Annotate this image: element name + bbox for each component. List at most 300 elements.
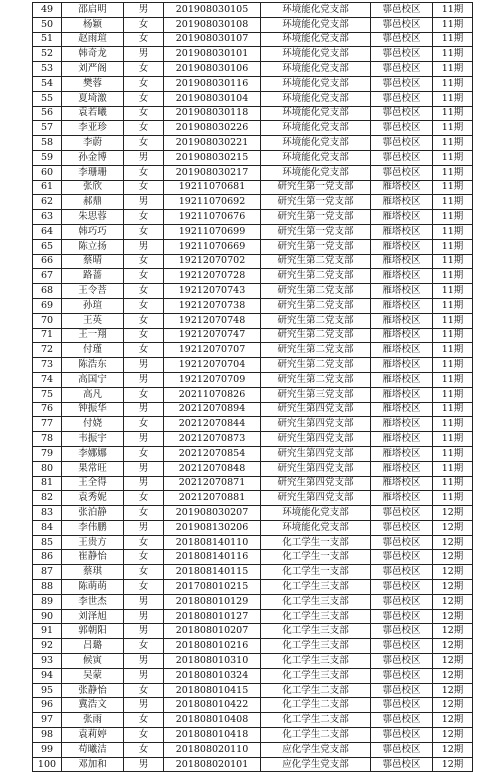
cell-campus: 鄠邑校区: [371, 713, 433, 728]
cell-campus: 雁塔校区: [371, 476, 433, 491]
cell-gender: 女: [124, 713, 164, 728]
cell-no: 99: [33, 742, 62, 757]
cell-gender: 男: [124, 239, 164, 254]
cell-no: 93: [33, 654, 62, 669]
cell-student-id: 19212070738: [164, 298, 261, 313]
cell-no: 57: [33, 121, 62, 136]
cell-campus: 雁塔校区: [371, 239, 433, 254]
cell-party-branch: 化工学生三支部: [261, 594, 371, 609]
cell-party-branch: 化工学生一支部: [261, 535, 371, 550]
cell-gender: 女: [124, 742, 164, 757]
cell-gender: 女: [124, 32, 164, 47]
table-row: [33, 668, 473, 683]
cell-period: 11期: [433, 491, 473, 506]
cell-campus: 鄠邑校区: [371, 683, 433, 698]
cell-gender: 男: [124, 668, 164, 683]
cell-gender: 女: [124, 313, 164, 328]
cell-period: 12期: [433, 728, 473, 743]
cell-period: 11期: [433, 180, 473, 195]
cell-period: 11期: [433, 195, 473, 210]
table-row: [33, 550, 473, 565]
cell-name: 李亚珍: [62, 121, 124, 136]
cell-period: 11期: [433, 106, 473, 121]
cell-party-branch: 研究生第二党支部: [261, 328, 371, 343]
cell-student-id: 201808140115: [164, 565, 261, 580]
cell-period: 12期: [433, 520, 473, 535]
cell-period: 12期: [433, 742, 473, 757]
cell-campus: 雁塔校区: [371, 358, 433, 373]
cell-name: 李世杰: [62, 594, 124, 609]
cell-student-id: 201808010216: [164, 639, 261, 654]
cell-period: 11期: [433, 165, 473, 180]
cell-campus: 雁塔校区: [371, 298, 433, 313]
table-row: [33, 446, 473, 461]
cell-gender: 女: [124, 76, 164, 91]
cell-name: 陈浩东: [62, 358, 124, 373]
cell-period: 11期: [433, 284, 473, 299]
cell-student-id: 20212070844: [164, 417, 261, 432]
cell-name: 张欣: [62, 180, 124, 195]
cell-student-id: 201808010422: [164, 698, 261, 713]
cell-campus: 雁塔校区: [371, 491, 433, 506]
cell-period: 12期: [433, 698, 473, 713]
cell-student-id: 201808020110: [164, 742, 261, 757]
cell-name: 韩奇龙: [62, 47, 124, 62]
cell-campus: 雁塔校区: [371, 254, 433, 269]
cell-period: 11期: [433, 358, 473, 373]
cell-no: 71: [33, 328, 62, 343]
cell-no: 63: [33, 210, 62, 225]
cell-student-id: 201808010415: [164, 683, 261, 698]
cell-party-branch: 化工学生二支部: [261, 728, 371, 743]
cell-period: 11期: [433, 402, 473, 417]
cell-gender: 男: [124, 520, 164, 535]
cell-gender: 女: [124, 269, 164, 284]
cell-period: 12期: [433, 683, 473, 698]
table-row: [33, 328, 473, 343]
table-row: [33, 654, 473, 669]
cell-period: 11期: [433, 76, 473, 91]
table-row: [33, 698, 473, 713]
cell-gender: 男: [124, 757, 164, 772]
cell-campus: 雁塔校区: [371, 224, 433, 239]
cell-no: 69: [33, 298, 62, 313]
cell-name: 樊蓉: [62, 76, 124, 91]
cell-name: 果常旺: [62, 461, 124, 476]
cell-party-branch: 研究生第二党支部: [261, 284, 371, 299]
cell-gender: 女: [124, 565, 164, 580]
cell-party-branch: 研究生第二党支部: [261, 254, 371, 269]
cell-period: 11期: [433, 387, 473, 402]
cell-student-id: 201808020101: [164, 757, 261, 772]
cell-gender: 女: [124, 17, 164, 32]
cell-no: 80: [33, 461, 62, 476]
cell-name: 孙瑄: [62, 298, 124, 313]
cell-campus: 雁塔校区: [371, 446, 433, 461]
cell-student-id: 20211070826: [164, 387, 261, 402]
cell-no: 85: [33, 535, 62, 550]
cell-gender: 男: [124, 609, 164, 624]
cell-party-branch: 研究生第四党支部: [261, 417, 371, 432]
cell-no: 90: [33, 609, 62, 624]
table-row: [33, 476, 473, 491]
cell-party-branch: 环境能化党支部: [261, 62, 371, 77]
table-row: [33, 520, 473, 535]
cell-party-branch: 环境能化党支部: [261, 17, 371, 32]
cell-period: 11期: [433, 432, 473, 447]
cell-student-id: 19211070692: [164, 195, 261, 210]
cell-period: 12期: [433, 654, 473, 669]
cell-student-id: 19212070702: [164, 254, 261, 269]
cell-campus: 鄠邑校区: [371, 742, 433, 757]
cell-campus: 鄠邑校区: [371, 594, 433, 609]
cell-campus: 鄠邑校区: [371, 121, 433, 136]
cell-period: 11期: [433, 476, 473, 491]
cell-name: 孙金博: [62, 150, 124, 165]
cell-period: 11期: [433, 136, 473, 151]
cell-name: 赵雨瑄: [62, 32, 124, 47]
cell-student-id: 201808140110: [164, 535, 261, 550]
table-row: [33, 165, 473, 180]
cell-name: 杨颖: [62, 17, 124, 32]
cell-party-branch: 研究生第四党支部: [261, 402, 371, 417]
cell-period: 11期: [433, 239, 473, 254]
cell-party-branch: 化工学生三支部: [261, 580, 371, 595]
cell-campus: 鄠邑校区: [371, 535, 433, 550]
table-row: [33, 32, 473, 47]
cell-gender: 女: [124, 728, 164, 743]
table-row: [33, 609, 473, 624]
cell-student-id: 20212070848: [164, 461, 261, 476]
cell-period: 11期: [433, 417, 473, 432]
table-row: [33, 594, 473, 609]
cell-student-id: 201908030101: [164, 47, 261, 62]
cell-no: 59: [33, 150, 62, 165]
cell-campus: 鄠邑校区: [371, 639, 433, 654]
cell-student-id: 201808010129: [164, 594, 261, 609]
cell-student-id: 201908030215: [164, 150, 261, 165]
cell-gender: 女: [124, 343, 164, 358]
cell-student-id: 19212070728: [164, 269, 261, 284]
table-row: [33, 728, 473, 743]
cell-student-id: 201908030104: [164, 91, 261, 106]
cell-campus: 鄠邑校区: [371, 106, 433, 121]
cell-period: 11期: [433, 224, 473, 239]
cell-no: 62: [33, 195, 62, 210]
cell-party-branch: 环境能化党支部: [261, 3, 371, 18]
cell-name: 张雨: [62, 713, 124, 728]
table-row: [33, 121, 473, 136]
cell-name: 李蔚: [62, 136, 124, 151]
cell-no: 67: [33, 269, 62, 284]
cell-student-id: 201908030106: [164, 62, 261, 77]
cell-student-id: 201908030217: [164, 165, 261, 180]
table-row: [33, 195, 473, 210]
cell-gender: 男: [124, 476, 164, 491]
cell-campus: 雁塔校区: [371, 343, 433, 358]
cell-name: 陈立扬: [62, 239, 124, 254]
cell-no: 86: [33, 550, 62, 565]
cell-no: 96: [33, 698, 62, 713]
cell-student-id: 201908030226: [164, 121, 261, 136]
cell-campus: 雁塔校区: [371, 417, 433, 432]
cell-party-branch: 环境能化党支部: [261, 32, 371, 47]
cell-campus: 鄠邑校区: [371, 698, 433, 713]
cell-gender: 男: [124, 3, 164, 18]
cell-name: 王一翔: [62, 328, 124, 343]
cell-campus: 鄠邑校区: [371, 150, 433, 165]
cell-gender: 女: [124, 284, 164, 299]
cell-no: 79: [33, 446, 62, 461]
cell-name: 郝鼎: [62, 195, 124, 210]
cell-student-id: 19212070704: [164, 358, 261, 373]
table-row: [33, 742, 473, 757]
cell-campus: 鄠邑校区: [371, 728, 433, 743]
cell-campus: 鄠邑校区: [371, 76, 433, 91]
table-row: [33, 639, 473, 654]
cell-party-branch: 环境能化党支部: [261, 106, 371, 121]
cell-period: 11期: [433, 254, 473, 269]
cell-name: 韦振宇: [62, 432, 124, 447]
cell-campus: 鄠邑校区: [371, 609, 433, 624]
cell-name: 王英: [62, 313, 124, 328]
cell-campus: 鄠邑校区: [371, 624, 433, 639]
cell-no: 83: [33, 506, 62, 521]
cell-campus: 鄠邑校区: [371, 136, 433, 151]
table-row: [33, 580, 473, 595]
cell-campus: 雁塔校区: [371, 432, 433, 447]
cell-campus: 雁塔校区: [371, 284, 433, 299]
cell-name: 王贵方: [62, 535, 124, 550]
cell-period: 11期: [433, 121, 473, 136]
table-row: [33, 535, 473, 550]
cell-period: 12期: [433, 535, 473, 550]
cell-no: 56: [33, 106, 62, 121]
cell-name: 刘泽旭: [62, 609, 124, 624]
cell-name: 刘严阁: [62, 62, 124, 77]
cell-student-id: 201808140116: [164, 550, 261, 565]
cell-gender: 男: [124, 150, 164, 165]
cell-gender: 女: [124, 106, 164, 121]
cell-period: 12期: [433, 713, 473, 728]
cell-period: 11期: [433, 17, 473, 32]
cell-no: 75: [33, 387, 62, 402]
cell-campus: 鄠邑校区: [371, 565, 433, 580]
cell-party-branch: 研究生第一党支部: [261, 210, 371, 225]
cell-name: 韩巧巧: [62, 224, 124, 239]
cell-party-branch: 研究生第一党支部: [261, 224, 371, 239]
cell-party-branch: 研究生第一党支部: [261, 239, 371, 254]
cell-no: 66: [33, 254, 62, 269]
cell-student-id: 19212070707: [164, 343, 261, 358]
cell-no: 54: [33, 76, 62, 91]
cell-period: 12期: [433, 506, 473, 521]
cell-party-branch: 化工学生三支部: [261, 668, 371, 683]
cell-name: 邓加和: [62, 757, 124, 772]
cell-gender: 女: [124, 91, 164, 106]
cell-name: 路蔷: [62, 269, 124, 284]
cell-no: 91: [33, 624, 62, 639]
cell-gender: 女: [124, 491, 164, 506]
cell-party-branch: 研究生第四党支部: [261, 432, 371, 447]
table-row: [33, 150, 473, 165]
cell-party-branch: 环境能化党支部: [261, 165, 371, 180]
cell-student-id: 19212070747: [164, 328, 261, 343]
cell-name: 陈萌萌: [62, 580, 124, 595]
cell-student-id: 201908030107: [164, 32, 261, 47]
cell-no: 61: [33, 180, 62, 195]
cell-name: 朱思蓉: [62, 210, 124, 225]
cell-student-id: 201808010324: [164, 668, 261, 683]
cell-no: 51: [33, 32, 62, 47]
cell-gender: 男: [124, 461, 164, 476]
cell-gender: 男: [124, 47, 164, 62]
cell-student-id: 201808010408: [164, 713, 261, 728]
cell-campus: 雁塔校区: [371, 387, 433, 402]
cell-no: 74: [33, 372, 62, 387]
cell-campus: 鄠邑校区: [371, 550, 433, 565]
cell-gender: 男: [124, 195, 164, 210]
cell-period: 11期: [433, 461, 473, 476]
cell-period: 11期: [433, 91, 473, 106]
table-row: [33, 47, 473, 62]
cell-student-id: 201908030118: [164, 106, 261, 121]
cell-no: 77: [33, 417, 62, 432]
cell-campus: 鄠邑校区: [371, 17, 433, 32]
cell-party-branch: 研究生第四党支部: [261, 446, 371, 461]
cell-student-id: 201708010215: [164, 580, 261, 595]
table-row: [33, 506, 473, 521]
cell-party-branch: 环境能化党支部: [261, 91, 371, 106]
cell-gender: 女: [124, 136, 164, 151]
table-row: [33, 224, 473, 239]
cell-no: 100: [33, 757, 62, 772]
cell-campus: 鄠邑校区: [371, 165, 433, 180]
cell-no: 64: [33, 224, 62, 239]
cell-no: 53: [33, 62, 62, 77]
cell-gender: 男: [124, 372, 164, 387]
cell-campus: 雁塔校区: [371, 402, 433, 417]
roster-body: [33, 3, 473, 772]
cell-campus: 鄠邑校区: [371, 506, 433, 521]
cell-party-branch: 化工学生三支部: [261, 624, 371, 639]
cell-period: 11期: [433, 3, 473, 18]
cell-period: 11期: [433, 62, 473, 77]
cell-party-branch: 化工学生一支部: [261, 565, 371, 580]
cell-student-id: 201908130206: [164, 520, 261, 535]
cell-name: 高国宁: [62, 372, 124, 387]
cell-period: 12期: [433, 580, 473, 595]
cell-campus: 鄠邑校区: [371, 580, 433, 595]
cell-gender: 男: [124, 402, 164, 417]
cell-no: 92: [33, 639, 62, 654]
cell-student-id: 201808010127: [164, 609, 261, 624]
cell-period: 12期: [433, 668, 473, 683]
cell-gender: 女: [124, 328, 164, 343]
cell-name: 吴蒙: [62, 668, 124, 683]
cell-student-id: 20212070881: [164, 491, 261, 506]
cell-gender: 男: [124, 654, 164, 669]
cell-student-id: 20212070894: [164, 402, 261, 417]
cell-gender: 女: [124, 254, 164, 269]
cell-party-branch: 环境能化党支部: [261, 76, 371, 91]
table-row: [33, 432, 473, 447]
cell-party-branch: 环境能化党支部: [261, 150, 371, 165]
cell-name: 吕璐: [62, 639, 124, 654]
cell-student-id: 19212070743: [164, 284, 261, 299]
cell-gender: 女: [124, 683, 164, 698]
cell-no: 87: [33, 565, 62, 580]
cell-party-branch: 应化学生党支部: [261, 757, 371, 772]
table-row: [33, 254, 473, 269]
table-row: [33, 683, 473, 698]
table-row: [33, 210, 473, 225]
cell-no: 55: [33, 91, 62, 106]
cell-period: 12期: [433, 565, 473, 580]
table-row: [33, 76, 473, 91]
table-row: [33, 180, 473, 195]
cell-party-branch: 化工学生一支部: [261, 550, 371, 565]
cell-no: 97: [33, 713, 62, 728]
cell-period: 11期: [433, 210, 473, 225]
cell-campus: 雁塔校区: [371, 313, 433, 328]
cell-party-branch: 化工学生二支部: [261, 683, 371, 698]
cell-no: 58: [33, 136, 62, 151]
cell-campus: 雁塔校区: [371, 328, 433, 343]
cell-name: 冀浩文: [62, 698, 124, 713]
cell-no: 81: [33, 476, 62, 491]
cell-gender: 女: [124, 535, 164, 550]
cell-campus: 雁塔校区: [371, 269, 433, 284]
cell-campus: 鄠邑校区: [371, 520, 433, 535]
cell-no: 94: [33, 668, 62, 683]
cell-name: 付娆: [62, 417, 124, 432]
cell-student-id: 19212070709: [164, 372, 261, 387]
cell-campus: 鄠邑校区: [371, 757, 433, 772]
cell-name: 袁莉婷: [62, 728, 124, 743]
cell-gender: 男: [124, 594, 164, 609]
cell-gender: 男: [124, 624, 164, 639]
cell-period: 11期: [433, 372, 473, 387]
table-row: [33, 239, 473, 254]
cell-name: 邵启明: [62, 3, 124, 18]
cell-campus: 鄠邑校区: [371, 32, 433, 47]
cell-campus: 雁塔校区: [371, 372, 433, 387]
cell-student-id: 201808010207: [164, 624, 261, 639]
cell-gender: 女: [124, 417, 164, 432]
table-row: [33, 17, 473, 32]
cell-gender: 女: [124, 298, 164, 313]
cell-party-branch: 化工学生三支部: [261, 609, 371, 624]
cell-campus: 鄠邑校区: [371, 91, 433, 106]
cell-period: 11期: [433, 269, 473, 284]
cell-campus: 鄠邑校区: [371, 47, 433, 62]
cell-gender: 女: [124, 550, 164, 565]
cell-gender: 女: [124, 121, 164, 136]
cell-no: 49: [33, 3, 62, 18]
table-row: [33, 106, 473, 121]
cell-party-branch: 研究生第二党支部: [261, 269, 371, 284]
cell-name: 蔡琪: [62, 565, 124, 580]
cell-party-branch: 研究生第三党支部: [261, 387, 371, 402]
cell-party-branch: 环境能化党支部: [261, 520, 371, 535]
table-row: [33, 284, 473, 299]
cell-no: 70: [33, 313, 62, 328]
cell-no: 76: [33, 402, 62, 417]
cell-name: 袁若曦: [62, 106, 124, 121]
cell-name: 张泊静: [62, 506, 124, 521]
cell-period: 12期: [433, 639, 473, 654]
